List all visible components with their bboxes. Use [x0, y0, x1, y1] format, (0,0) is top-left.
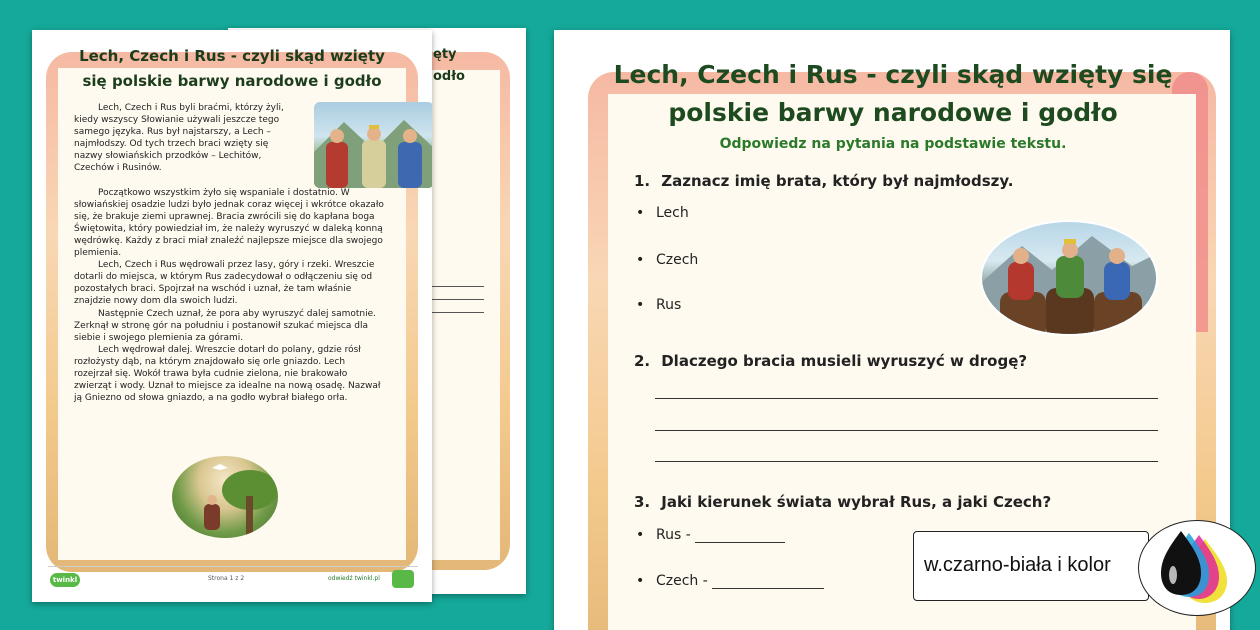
quality-badge-icon: [392, 570, 414, 588]
worksheet-title: Lech, Czech i Rus - czyli skąd wzięty się polskie barwy narodowe i godło: [613, 60, 1173, 127]
answer-blank[interactable]: [712, 572, 824, 589]
page-footer: [48, 566, 418, 592]
reading-text-page: [32, 30, 432, 602]
answer-rus: • Rus -: [636, 526, 785, 543]
question-number: 3.: [634, 493, 651, 511]
ink-drops-icon: [1138, 520, 1256, 616]
answer-line[interactable]: [655, 461, 1158, 462]
answer-blank[interactable]: [695, 526, 785, 543]
eagle-oak-illustration: [172, 456, 278, 538]
question-text: Dlaczego bracia musieli wyruszyć w drogę?: [661, 352, 1028, 370]
question-number: 1.: [634, 172, 651, 190]
paragraph: Początkowo wszystkim żyło się wspaniale i dostatnio. W słowiańskiej osadzie ludzi było jednak coraz więcej i wkrótce okazało się, że brakuje ziemi uprawnej. Bracia zwrócili się do kapłana boga Świętowita, który powiedział im, że należy wyruszyć w daleką konną wędrówkę. Każdy z braci miał znaleźć najlepsze miejsce dla swojego plemienia.: [74, 187, 384, 259]
back-answer-lines: [428, 274, 484, 313]
paragraph: Następnie Czech uznał, że pora aby wyruszyć dalej samotnie. Zerknął w stronę gór na południu i postanowił szukać miejsca dla siebie i swojego plemienia za górami.: [74, 308, 377, 343]
answer-line[interactable]: [655, 398, 1158, 399]
answer-line[interactable]: [655, 430, 1158, 431]
back-title-line-2: odło: [433, 69, 465, 84]
paragraph: Lech, Czech i Rus byli braćmi, którzy żyli, kiedy wszyscy Słowianie używali jeszcze tego samego języka. Rus był najstarszy, a Lech – najmłodszy. Od tych trzech braci wzięty się nazwy słowiańskich przodków – Lechitów, Czechów i Rusinów.: [74, 103, 284, 174]
footer-url: odwiedź twinkl.pl: [328, 575, 380, 582]
twinkl-logo: twinkl: [50, 573, 80, 587]
question-1: [634, 172, 1013, 190]
page-number: Strona 1 z 2: [208, 575, 245, 582]
option-czech[interactable]: • Czech: [636, 252, 699, 268]
story-text: [74, 102, 384, 404]
version-badge-text: w.czarno-biała i kolor: [924, 554, 1111, 576]
back-page-title: [433, 44, 523, 88]
worksheet-instruction: Odpowiedz na pytania na podstawie tekstu.: [719, 136, 1067, 152]
question-text: Zaznacz imię brata, który był najmłodszy.: [661, 172, 1014, 190]
version-badge: [913, 531, 1149, 601]
paragraph: Lech, Czech i Rus wędrowali przez lasy, góry i rzeki. Wreszcie dotarli do miejsca, w którym Rus zadecydował o odłączeniu się od pozostałych braci. Spojrzał na wschód i uznał, że tam właśnie znajdzie nowy dom dla swoich ludzi.: [74, 260, 375, 307]
option-lech[interactable]: • Lech: [636, 205, 689, 221]
text-page-title: Lech, Czech i Rus - czyli skąd wzięty się polskie barwy narodowe i godło: [79, 47, 385, 90]
paragraph: Lech wędrował dalej. Wreszcie dotarł do polany, gdzie rósł rozłożysty dąb, na którym znajdowało się orle gniazdo. Lech rozejrzał się. Wokół trawa była cudnie zielona, nie brakowało zwierząt i wody. Uznał to miejsce za idealne na nową osadę. Nazwał ją Gniezno od słowa gniazdo, a na godło wybrał białego orła.: [74, 344, 381, 404]
question-2: [634, 352, 1027, 370]
option-rus[interactable]: • Rus: [636, 297, 682, 313]
question-text: Jaki kierunek świata wybrał Rus, a jaki Czech?: [661, 493, 1052, 511]
question-3: [634, 493, 1051, 511]
answer-czech: • Czech -: [636, 572, 824, 589]
back-title-line-1: ęty: [433, 47, 457, 62]
brothers-on-horses-illustration: [980, 220, 1158, 336]
question-number: 2.: [634, 352, 651, 370]
